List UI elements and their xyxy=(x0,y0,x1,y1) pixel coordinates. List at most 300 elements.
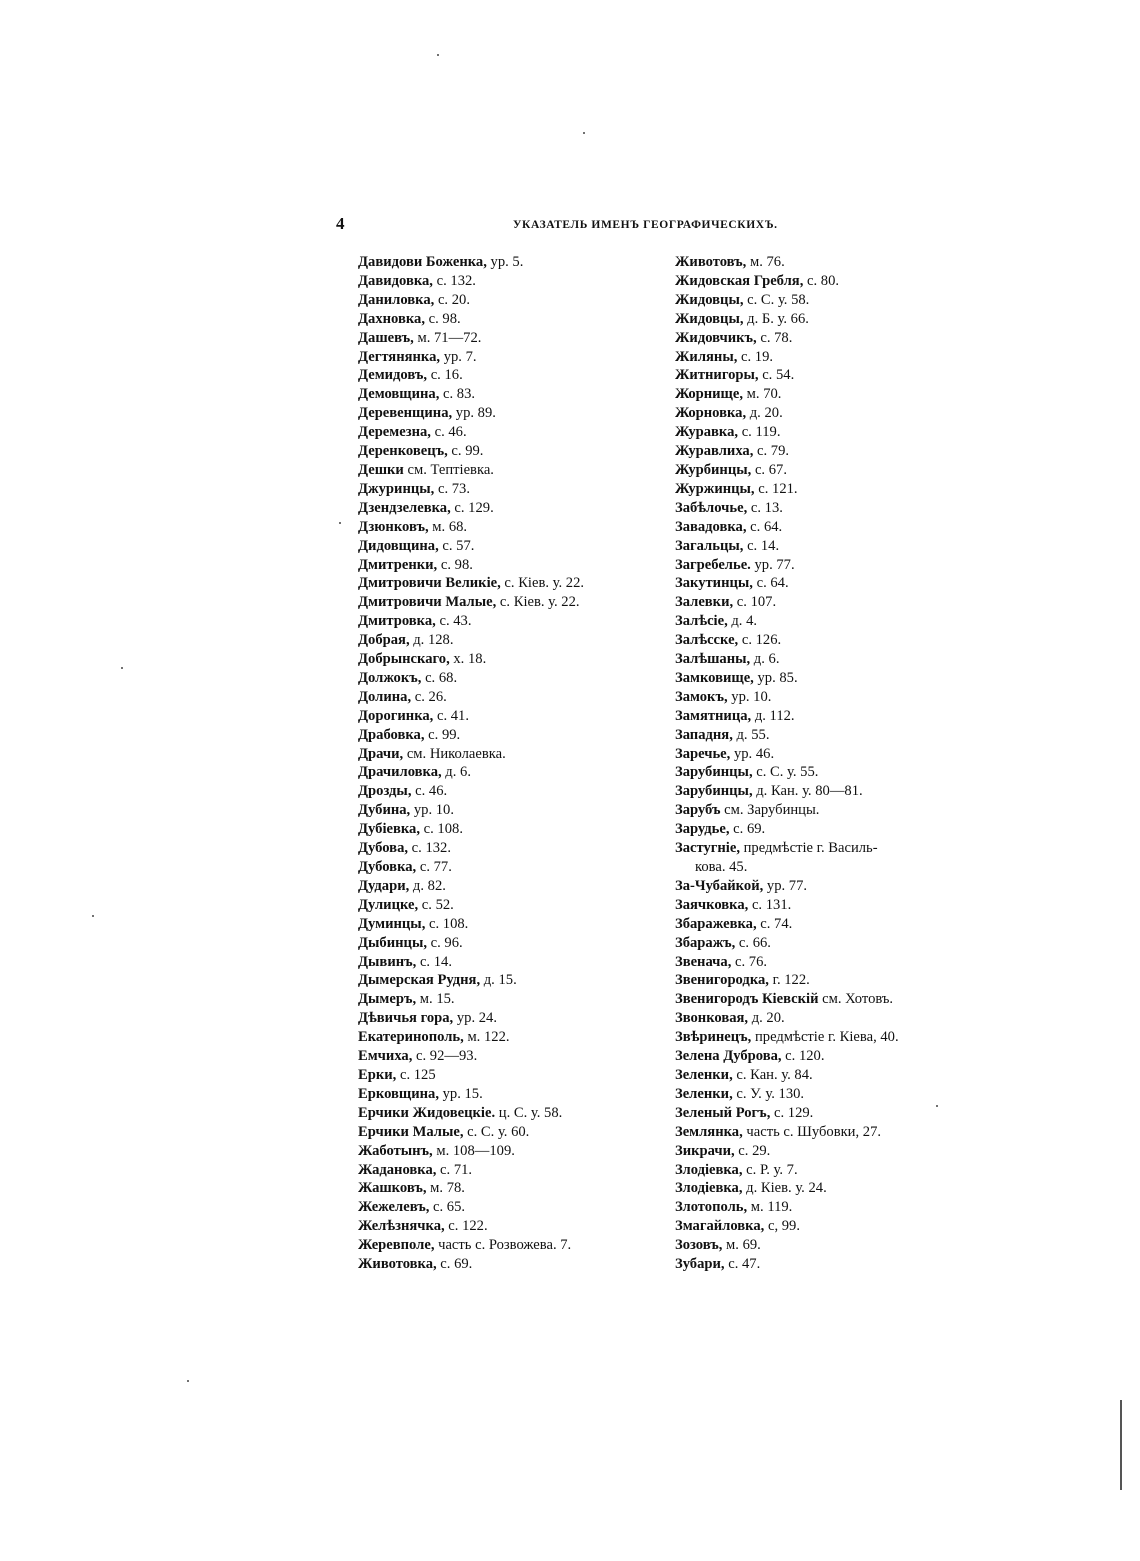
entry-place-name: Залѣшаны, xyxy=(675,651,751,668)
index-entry xyxy=(675,1198,965,1217)
entry-reference: с. 107. xyxy=(733,594,777,611)
index-entry xyxy=(675,820,965,839)
entry-place-name: Жаботынъ, xyxy=(358,1142,433,1159)
index-entry xyxy=(358,329,658,348)
entry-place-name: Деревенщина, xyxy=(358,405,453,422)
entry-place-name: Деремезна, xyxy=(358,424,431,441)
entry-place-name: Злотополь, xyxy=(675,1199,748,1216)
entry-place-name: Жидовцы, xyxy=(675,310,744,327)
entry-place-name: Журавлиха, xyxy=(675,443,754,460)
scan-edge-line xyxy=(1120,1400,1122,1490)
index-entry xyxy=(675,404,965,423)
index-entry xyxy=(675,1085,965,1104)
index-entry xyxy=(675,310,965,329)
entry-place-name: Драбовка, xyxy=(358,726,425,743)
scan-speck xyxy=(437,54,439,56)
entry-reference: с. 120. xyxy=(781,1048,825,1065)
entry-place-name: Дубовка, xyxy=(358,859,417,875)
entry-place-name: Дубіевка, xyxy=(358,821,420,838)
entry-place-name: Дудари, xyxy=(358,877,410,894)
index-entry xyxy=(358,1047,658,1066)
entry-place-name: Залѣсске, xyxy=(675,632,739,649)
index-entry xyxy=(675,801,965,820)
entry-place-name: Ерчики Малые, xyxy=(358,1123,464,1140)
index-entry xyxy=(358,896,658,915)
entry-reference: с. 52. xyxy=(418,896,454,913)
entry-place-name: Дмитровичи Малые, xyxy=(358,594,497,611)
entry-reference: д. Кан. у. 80—81. xyxy=(752,783,863,800)
index-entry xyxy=(675,763,965,782)
index-entry xyxy=(675,518,965,537)
entry-place-name: Жадановка, xyxy=(358,1161,437,1178)
entry-reference: с, 99. xyxy=(764,1218,800,1235)
entry-place-name: Дубина, xyxy=(358,802,411,819)
entry-place-name: Замятница, xyxy=(675,707,752,724)
entry-reference: с. Р. у. 7. xyxy=(742,1161,798,1178)
entry-reference: с. 19. xyxy=(737,348,774,365)
entry-reference: с. 80. xyxy=(803,272,840,289)
entry-reference: с. 20. xyxy=(434,291,470,308)
entry-place-name: Жашковъ, xyxy=(358,1180,427,1197)
entry-place-name: Дулицке, xyxy=(358,896,419,913)
entry-place-name: Добрая, xyxy=(358,632,410,649)
index-entry xyxy=(358,763,658,782)
index-entry xyxy=(358,291,658,310)
entry-reference: ур. 46. xyxy=(730,745,775,762)
entry-reference: д. 20. xyxy=(748,1010,785,1027)
index-entry xyxy=(358,556,658,575)
entry-reference: с. 126. xyxy=(738,632,782,649)
index-entry xyxy=(358,801,658,820)
entry-reference: м. 15. xyxy=(416,991,455,1008)
index-entry xyxy=(675,650,965,669)
entry-reference: с. 13. xyxy=(747,499,783,516)
entry-place-name: Звѣринецъ, xyxy=(675,1029,752,1046)
entry-reference: с. 121. xyxy=(754,480,798,497)
entry-place-name: Залевки, xyxy=(675,594,734,611)
entry-place-name: Дашевъ, xyxy=(358,329,414,346)
entry-place-name: Заячковка, xyxy=(675,896,749,913)
entry-place-name: Дубова, xyxy=(358,840,409,857)
index-entry xyxy=(675,1142,965,1161)
entry-place-name: Завадовка, xyxy=(675,518,747,535)
index-entry xyxy=(675,574,965,593)
index-entry xyxy=(358,518,658,537)
entry-reference: с. 99. xyxy=(424,726,461,743)
entry-reference: с. 41. xyxy=(433,707,469,724)
index-entry xyxy=(358,1161,658,1180)
index-entry xyxy=(358,1104,658,1123)
index-entry xyxy=(358,953,658,972)
entry-reference: ур. 77. xyxy=(750,556,795,573)
entry-reference: с. 69. xyxy=(436,1256,473,1273)
entry-reference: часть с. Шубовки, 27. xyxy=(742,1123,882,1140)
entry-place-name: Звенигородка, xyxy=(675,972,769,989)
entry-reference: с. 79. xyxy=(753,443,790,460)
index-entry xyxy=(358,669,658,688)
entry-place-name: Драчиловка, xyxy=(358,764,442,781)
entry-place-name: Змагайловка, xyxy=(675,1218,765,1235)
index-entry xyxy=(358,574,658,593)
index-entry xyxy=(358,990,658,1009)
entry-place-name: Зикрачи, xyxy=(675,1142,735,1159)
entry-reference: с. 74. xyxy=(756,915,793,932)
entry-reference: с. 125 xyxy=(396,1066,436,1083)
entry-reference: м. 68. xyxy=(428,518,468,535)
entry-reference: с. 14. xyxy=(743,537,780,554)
entry-reference: с. 98. xyxy=(425,310,461,327)
index-entry xyxy=(675,461,965,480)
entry-place-name: Звонковая, xyxy=(675,1010,749,1027)
entry-place-name: Добрынскаго, xyxy=(358,651,450,668)
entry-place-name: Драчи, xyxy=(358,745,404,762)
entry-reference: д. 112. xyxy=(751,707,795,724)
entry-place-name: Заречье, xyxy=(675,745,731,762)
entry-reference: с. 64. xyxy=(746,518,783,535)
entry-reference: предмѣстіе г. Василь- xyxy=(739,840,878,857)
entry-place-name: Дымеръ, xyxy=(358,991,417,1008)
entry-reference: с. 26. xyxy=(411,688,447,705)
entry-place-name: Джуринцы, xyxy=(358,480,435,497)
entry-reference: с. 99. xyxy=(447,443,484,460)
index-entry xyxy=(675,366,965,385)
index-entry xyxy=(358,385,658,404)
index-entry xyxy=(358,348,658,367)
entry-place-name: Звенача, xyxy=(675,953,732,970)
index-entry xyxy=(358,707,658,726)
index-entry xyxy=(358,442,658,461)
index-entry xyxy=(675,1217,965,1236)
entry-reference: см. Николаевка. xyxy=(403,745,506,762)
entry-place-name: Землянка, xyxy=(675,1123,743,1140)
entry-place-name: Збаражевка, xyxy=(675,915,757,932)
entry-reference: с. 67. xyxy=(751,461,787,478)
entry-reference: м. 122. xyxy=(463,1029,510,1046)
entry-place-name: Давидовка, xyxy=(358,272,433,289)
index-entry xyxy=(358,820,658,839)
index-entry xyxy=(675,1161,965,1180)
index-entry xyxy=(675,1047,965,1066)
entry-reference: см. Хотовъ. xyxy=(818,991,894,1008)
index-entry xyxy=(675,631,965,650)
entry-reference: м. 108—109. xyxy=(432,1142,515,1159)
index-entry xyxy=(675,1104,965,1123)
index-entry xyxy=(358,404,658,423)
entry-place-name: Дыбинцы, xyxy=(358,934,427,951)
index-entry xyxy=(675,423,965,442)
entry-place-name: Жорнище, xyxy=(675,386,744,403)
entry-place-name: Журавка, xyxy=(675,424,739,441)
entry-place-name: Дывинъ, xyxy=(358,953,417,970)
entry-reference: см. Зарубинцы. xyxy=(720,802,820,819)
index-entry xyxy=(675,953,965,972)
index-entry xyxy=(675,593,965,612)
entry-place-name: Загребелье. xyxy=(675,556,751,573)
entry-place-name: Животовка, xyxy=(358,1256,437,1273)
index-entry xyxy=(358,1066,658,1085)
entry-place-name: Дорогинка, xyxy=(358,707,434,724)
entry-reference: с. 77. xyxy=(416,859,452,875)
entry-reference: с. 92—93. xyxy=(412,1048,478,1065)
entry-reference: с. 68. xyxy=(421,669,458,686)
entry-reference: с. 29. xyxy=(734,1142,771,1159)
index-entry xyxy=(675,385,965,404)
index-entry xyxy=(358,915,658,934)
entry-place-name: Застугніе, xyxy=(675,840,740,857)
index-entry xyxy=(675,253,965,272)
entry-reference: м. 69. xyxy=(722,1237,761,1254)
page-number: 4 xyxy=(336,214,345,233)
entry-reference: с. 96. xyxy=(427,934,463,951)
entry-reference: д. 82. xyxy=(409,877,446,894)
index-entry xyxy=(358,461,658,480)
entry-place-name: Зелена Дуброва, xyxy=(675,1048,782,1065)
index-entry xyxy=(358,593,658,612)
entry-place-name: Ерки, xyxy=(358,1066,397,1083)
index-entry xyxy=(675,348,965,367)
entry-reference: д. 128. xyxy=(409,632,454,649)
index-entry xyxy=(358,499,658,518)
entry-place-name: Журбинцы, xyxy=(675,461,752,478)
entry-place-name: Дмитренки, xyxy=(358,556,438,573)
entry-place-name: Забѣлочье, xyxy=(675,499,748,516)
scan-speck xyxy=(92,915,94,917)
entry-place-name: Зеленый Рогъ, xyxy=(675,1104,771,1121)
entry-place-name: Жорновка, xyxy=(675,405,747,422)
entry-reference: предмѣстіе г. Кіева, 40. xyxy=(751,1029,899,1046)
index-entry xyxy=(358,537,658,556)
entry-place-name: Зарубъ xyxy=(675,802,721,819)
index-entry xyxy=(675,877,965,896)
entry-reference: м. 70. xyxy=(743,386,782,403)
entry-place-name: Должокъ, xyxy=(358,669,422,686)
entry-reference: с. 119. xyxy=(738,424,781,441)
entry-reference: д. 6. xyxy=(441,764,471,781)
entry-place-name: Давидови Боженка, xyxy=(358,254,487,270)
entry-reference: с. С. у. 60. xyxy=(463,1123,530,1140)
entry-place-name: Дрозды, xyxy=(358,783,412,800)
entry-place-name: Дидовщина, xyxy=(358,537,439,554)
running-head: УКАЗАТЕЛЬ ИМЕНЪ ГЕОГРАФИЧЕСКИХЪ. xyxy=(513,219,778,231)
entry-place-name: Демовщина, xyxy=(358,386,440,403)
scan-speck xyxy=(187,1380,189,1382)
entry-reference: с. 129. xyxy=(770,1104,814,1121)
entry-reference: с. 16. xyxy=(427,367,463,384)
index-entry xyxy=(358,1085,658,1104)
entry-place-name: Злодіевка, xyxy=(675,1180,743,1197)
index-entry xyxy=(675,442,965,461)
index-entry xyxy=(675,291,965,310)
entry-reference: с. 57. xyxy=(438,537,475,554)
entry-place-name: Жежелевъ, xyxy=(358,1199,430,1216)
index-entry xyxy=(358,650,658,669)
index-entry xyxy=(358,1236,658,1255)
entry-reference: ц. С. у. 58. xyxy=(495,1104,563,1121)
entry-reference: ур. 77. xyxy=(763,877,808,894)
entry-reference: г. 122. xyxy=(768,972,810,989)
entry-reference: ур. 10. xyxy=(410,802,454,819)
index-entry xyxy=(358,612,658,631)
entry-place-name: Животовъ, xyxy=(675,254,747,270)
entry-reference: с. 46. xyxy=(411,783,448,800)
index-entry xyxy=(358,1028,658,1047)
entry-reference: с. 108. xyxy=(425,915,469,932)
entry-reference: с. 54. xyxy=(758,367,795,384)
entry-reference: с. 98. xyxy=(437,556,473,573)
index-entry xyxy=(358,782,658,801)
index-entry xyxy=(675,707,965,726)
entry-reference: д. 20. xyxy=(746,405,783,422)
entry-reference: с. С. у. 58. xyxy=(743,291,810,308)
entry-place-name: Зозовъ, xyxy=(675,1237,723,1254)
entry-reference: с. 66. xyxy=(735,934,771,951)
entry-place-name: Екатеринополь, xyxy=(358,1029,464,1046)
index-entry xyxy=(358,745,658,764)
index-entry xyxy=(675,745,965,764)
entry-reference: с. Кіев. у. 22. xyxy=(500,575,585,592)
entry-reference: с. 14. xyxy=(416,953,452,970)
entry-place-name: Дмитровичи Великіе, xyxy=(358,575,501,592)
index-entry xyxy=(358,877,658,896)
index-entry xyxy=(675,272,965,291)
entry-place-name: Зарудье, xyxy=(675,821,730,838)
entry-reference: м. 71—72. xyxy=(413,329,482,346)
index-entry xyxy=(358,1217,658,1236)
entry-place-name: Звенигородъ Кіевскій xyxy=(675,991,819,1008)
entry-reference: ур. 24. xyxy=(453,1010,497,1027)
entry-reference: ур. 89. xyxy=(452,405,496,422)
entry-reference: ур. 85. xyxy=(753,669,798,686)
index-entry xyxy=(675,556,965,575)
entry-place-name: Деренковецъ, xyxy=(358,443,448,460)
entry-reference: д. 6. xyxy=(750,651,780,668)
entry-reference: с. 43. xyxy=(435,613,472,630)
index-entry xyxy=(675,329,965,348)
entry-reference: д. 4. xyxy=(727,613,758,630)
entry-reference: с. 83. xyxy=(439,386,476,403)
entry-place-name: Жеревполе, xyxy=(358,1237,435,1254)
index-entry xyxy=(675,688,965,707)
entry-place-name: Жидовская Гребля, xyxy=(675,272,804,289)
entry-reference: с. 46. xyxy=(430,424,467,441)
index-entry xyxy=(675,1066,965,1085)
index-entry xyxy=(358,253,658,272)
index-entry xyxy=(358,1009,658,1028)
index-entry xyxy=(358,310,658,329)
entry-place-name: Залѣсіе, xyxy=(675,613,728,630)
entry-place-name: Дегтянянка, xyxy=(358,348,441,365)
entry-reference: с. 131. xyxy=(748,896,792,913)
index-entry xyxy=(358,971,658,990)
index-entry xyxy=(675,896,965,915)
index-entry xyxy=(358,366,658,385)
entry-place-name: Желѣзнячка, xyxy=(358,1218,445,1235)
index-entry xyxy=(675,1255,965,1274)
entry-place-name: Зеленки, xyxy=(675,1066,733,1083)
entry-reference: ур. 7. xyxy=(440,348,477,365)
index-entry xyxy=(358,839,658,858)
index-entry xyxy=(358,1179,658,1198)
entry-place-name: Дешки xyxy=(358,461,404,478)
entry-place-name: Зеленки, xyxy=(675,1085,733,1102)
entry-reference: с. У. у. 130. xyxy=(732,1085,805,1102)
entry-place-name: За-Чубайкой, xyxy=(675,877,764,894)
entry-place-name: Замокъ, xyxy=(675,688,728,705)
entry-place-name: Замковище, xyxy=(675,669,754,686)
entry-place-name: Дымерская Рудня, xyxy=(358,972,481,989)
entry-reference: с. 129. xyxy=(450,499,494,516)
index-entry xyxy=(675,499,965,518)
entry-reference: д. 15. xyxy=(480,972,517,989)
entry-place-name: Думинцы, xyxy=(358,915,426,932)
entry-reference: м. 78. xyxy=(426,1180,465,1197)
scan-speck xyxy=(339,522,341,524)
entry-place-name: Зубари, xyxy=(675,1256,725,1273)
index-entry xyxy=(358,272,658,291)
index-entry xyxy=(675,1009,965,1028)
entry-place-name: Загальцы, xyxy=(675,537,744,554)
index-entry xyxy=(358,423,658,442)
entry-reference: с. 132. xyxy=(408,840,451,857)
entry-place-name: Ерчики Жидовецкіе. xyxy=(358,1104,496,1121)
index-entry xyxy=(675,1236,965,1255)
entry-reference: с. 78. xyxy=(756,329,793,346)
entry-place-name: Дѣвичья гора, xyxy=(358,1010,454,1027)
entry-reference: с. 73. xyxy=(434,480,470,497)
index-entry xyxy=(675,537,965,556)
entry-place-name: Зарубинцы, xyxy=(675,764,753,781)
index-entry xyxy=(675,782,965,801)
entry-reference: с. Кан. у. 84. xyxy=(732,1066,813,1083)
entry-reference: м. 76. xyxy=(746,254,785,270)
entry-place-name: Демидовъ, xyxy=(358,367,428,384)
index-entry xyxy=(675,971,965,990)
index-entry xyxy=(675,839,965,877)
entry-place-name: Ерковщина, xyxy=(358,1085,439,1102)
entry-place-name: Жиляны, xyxy=(675,348,738,365)
index-entry xyxy=(358,1198,658,1217)
index-entry xyxy=(358,1142,658,1161)
entry-reference: часть с. Розвожева. 7. xyxy=(434,1237,572,1254)
entry-place-name: Жидовцы, xyxy=(675,291,744,308)
entry-place-name: Зарубинцы, xyxy=(675,783,753,800)
index-entry xyxy=(675,1028,965,1047)
index-entry xyxy=(675,612,965,631)
entry-reference: с. 76. xyxy=(731,953,768,970)
entry-reference: м. 119. xyxy=(747,1199,793,1216)
entry-reference: с. 69. xyxy=(729,821,766,838)
index-entry xyxy=(675,480,965,499)
index-entry xyxy=(675,1179,965,1198)
entry-reference: д. 55. xyxy=(732,726,770,743)
index-entry xyxy=(358,934,658,953)
index-entry xyxy=(358,688,658,707)
index-entry xyxy=(675,915,965,934)
entry-reference: с. 47. xyxy=(724,1256,761,1273)
entry-place-name: Житнигоры, xyxy=(675,367,759,384)
index-entry xyxy=(675,726,965,745)
index-entry xyxy=(675,934,965,953)
entry-reference: см. Тептіевка. xyxy=(403,461,494,478)
index-entry xyxy=(675,990,965,1009)
index-entry xyxy=(358,631,658,650)
entry-place-name: Жидовчикъ, xyxy=(675,329,757,346)
entry-place-name: Дзюнковъ, xyxy=(358,518,429,535)
index-entry xyxy=(358,480,658,499)
entry-reference: с. Кіев. у. 22. xyxy=(496,594,580,611)
scan-speck xyxy=(936,1105,938,1107)
index-entry xyxy=(358,858,658,877)
